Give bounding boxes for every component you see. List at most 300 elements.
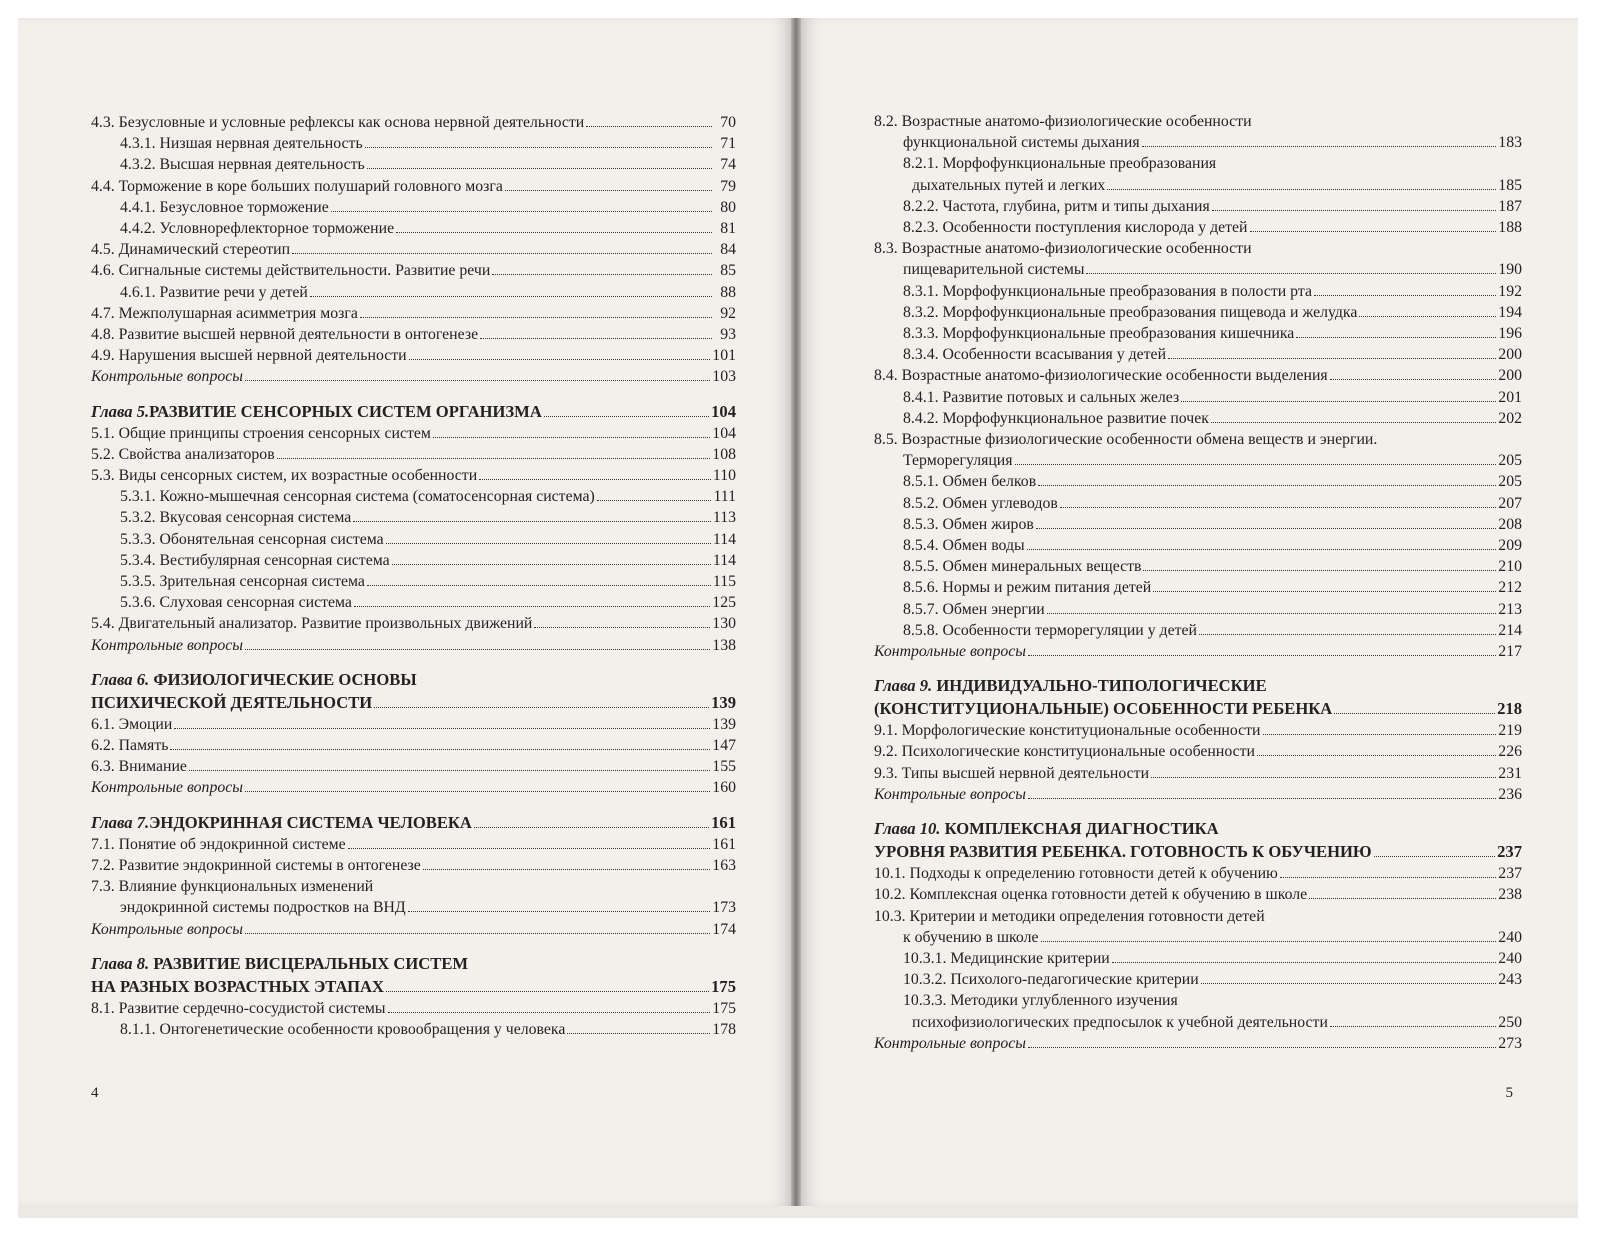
page-ref: 237 — [1497, 842, 1522, 862]
toc-entry-line — [874, 111, 1522, 132]
toc-entry-text: 10.3.3. Методики углубленного изучения — [903, 992, 1178, 1010]
dot-leader — [348, 848, 711, 849]
chapter-heading-line — [91, 668, 736, 691]
page-ref: 236 — [1498, 785, 1522, 803]
toc-entry-text: 8.3.4. Особенности всасывания у детей — [903, 346, 1167, 364]
toc-entry-text: 5.3.1. Кожно-мышечная сенсорная система (соматосенсорная система) — [120, 488, 595, 506]
toc-entry-line — [874, 238, 1522, 259]
right-page — [801, 18, 1578, 1206]
page-ref: 250 — [1498, 1013, 1522, 1031]
page-ref: 231 — [1498, 764, 1522, 782]
toc-entry — [874, 1012, 1522, 1033]
toc-entry — [874, 863, 1522, 884]
toc-entry-text: 7.1. Понятие об эндокринной системе — [91, 835, 346, 853]
chapter-title: УРОВНЯ РАЗВИТИЯ РЕБЕНКА. ГОТОВНОСТЬ К ОБУЧЕНИЮ — [874, 842, 1372, 862]
dot-leader — [1250, 231, 1497, 232]
toc-entry-text: 8.2.3. Особенности поступления кислорода у детей — [903, 219, 1248, 237]
toc-entry-text: 9.3. Типы высшей нервной деятельности — [874, 764, 1150, 782]
page-ref: 174 — [712, 920, 736, 938]
dot-leader — [1330, 379, 1497, 380]
toc-entry-text: 8.4. Возрастные анатомо-физиологические особенности выделения — [874, 367, 1328, 385]
toc-entry-text: эндокринной системы подростков на ВНД — [120, 899, 406, 917]
dot-leader — [386, 991, 709, 992]
page-ref: 74 — [720, 156, 736, 174]
toc-entry — [874, 450, 1522, 471]
toc-entry — [91, 260, 736, 281]
chapter-heading-line — [91, 975, 736, 998]
dot-leader — [1086, 273, 1496, 274]
dot-leader — [353, 521, 711, 522]
dot-leader — [1201, 983, 1497, 984]
toc-entry-text: 9.1. Морфологические конституциональные особенности — [874, 722, 1261, 740]
toc-entry — [874, 556, 1522, 577]
dot-leader — [174, 728, 710, 729]
page-ref: 161 — [711, 812, 736, 832]
dot-leader — [360, 317, 712, 318]
toc-entry — [91, 197, 736, 218]
page-ref: 125 — [712, 594, 736, 612]
page-ref: 238 — [1498, 886, 1522, 904]
page-ref: 209 — [1498, 537, 1522, 555]
toc-entry — [874, 281, 1522, 302]
toc-entry — [91, 324, 736, 345]
dot-leader — [392, 564, 711, 565]
toc-entry — [874, 217, 1522, 238]
book-spread — [18, 18, 1578, 1218]
chapter-label: Глава 8. — [91, 953, 150, 973]
page-ref: 207 — [1498, 494, 1522, 512]
dot-leader — [1060, 507, 1496, 508]
dot-leader — [189, 770, 710, 771]
chapter-heading — [91, 952, 736, 998]
book-gutter — [791, 18, 801, 1206]
toc-entry — [874, 620, 1522, 641]
dot-leader — [367, 585, 711, 586]
page-ref: 205 — [1498, 473, 1522, 491]
toc-entry — [874, 344, 1522, 365]
review-questions-entry — [91, 919, 736, 940]
dot-leader — [544, 416, 709, 417]
toc-entry — [91, 486, 736, 507]
page-ref: 208 — [1498, 515, 1522, 533]
page-number-left: 4 — [91, 1085, 99, 1101]
toc-entry-text: 8.5.2. Обмен углеводов — [903, 494, 1058, 512]
page-ref: 161 — [712, 835, 736, 853]
chapter-label: Глава 9. — [874, 676, 933, 696]
review-questions-entry — [874, 641, 1522, 662]
toc-entry-text: 8.5.6. Нормы и режим питания детей — [903, 579, 1152, 597]
toc-entry-text: 10.2. Комплексная оценка готовности детей к обучению в школе — [874, 886, 1308, 904]
toc-entry — [874, 302, 1522, 323]
toc-entry-text: 4.8. Развитие высшей нервной деятельности в онтогенезе — [91, 326, 479, 344]
toc-entry-text: 8.5.5. Обмен минеральных веществ — [903, 558, 1142, 576]
chapter-title: НА РАЗНЫХ ВОЗРАСТНЫХ ЭТАПАХ — [91, 976, 384, 996]
dot-leader — [374, 707, 709, 708]
review-questions-entry — [874, 784, 1522, 805]
toc-entry — [91, 1019, 736, 1040]
review-questions-label: Контрольные вопросы — [874, 785, 1026, 803]
page-ref: 104 — [712, 424, 736, 442]
toc-entry-text: 4.3.1. Низшая нервная деятельность — [120, 135, 363, 153]
chapter-title: РАЗВИТИЕ ВИСЦЕРАЛЬНЫХ СИСТЕМ — [153, 953, 469, 973]
page-ref: 103 — [712, 368, 736, 386]
chapter-heading-line — [91, 691, 736, 714]
toc-entry-text: 4.4.2. Условнорефлекторное торможение — [120, 220, 395, 238]
chapter-label: Глава 5. — [91, 401, 150, 421]
dot-leader — [1168, 358, 1496, 359]
page-ref: 183 — [1498, 134, 1522, 152]
page-ref: 147 — [712, 737, 736, 755]
toc-entry-text: 8.2.2. Частота, глубина, ритм и типы дыхания — [903, 197, 1210, 215]
toc-entry — [874, 535, 1522, 556]
dot-leader — [409, 359, 711, 360]
page-ref: 192 — [1498, 282, 1522, 300]
page-ref: 81 — [720, 220, 736, 238]
chapter-heading-line — [874, 840, 1522, 863]
toc-entry-text: 8.5.4. Обмен воды — [903, 537, 1025, 555]
dot-leader — [245, 791, 710, 792]
dot-leader — [365, 147, 712, 148]
toc-entry — [91, 735, 736, 756]
dot-leader — [1280, 877, 1496, 878]
page-ref: 240 — [1498, 949, 1522, 967]
toc-entry-text: 5.4. Двигательный анализатор. Развитие произвольных движений — [91, 615, 533, 633]
review-questions-label: Контрольные вопросы — [91, 636, 243, 654]
chapter-title: ЭНДОКРИННАЯ СИСТЕМА ЧЕЛОВЕКА — [149, 812, 472, 832]
toc-entry — [91, 571, 736, 592]
dot-leader — [388, 1012, 711, 1013]
toc-entry-text: 5.3.3. Обонятельная сенсорная система — [120, 530, 384, 548]
toc-entry-text: 5.3.4. Вестибулярная сенсорная система — [120, 551, 390, 569]
dot-leader — [1309, 898, 1496, 899]
dot-leader — [1374, 856, 1496, 857]
toc-entry — [874, 471, 1522, 492]
dot-leader — [1151, 777, 1496, 778]
dot-leader — [433, 437, 710, 438]
dot-leader — [1330, 1026, 1496, 1027]
dot-leader — [1153, 591, 1496, 592]
page-ref: 101 — [712, 347, 736, 365]
toc-entry-text: пищеварительной системы — [903, 261, 1085, 279]
chapter-heading — [91, 668, 736, 714]
page-ref: 210 — [1498, 558, 1522, 576]
toc-entry-text: 8.5.3. Обмен жиров — [903, 515, 1034, 533]
page-ref: 115 — [712, 573, 736, 591]
dot-leader — [1181, 401, 1496, 402]
toc-entry-line — [874, 429, 1522, 450]
toc-entry — [91, 756, 736, 777]
toc-entry-text: 4.3.2. Высшая нервная деятельность — [120, 156, 365, 174]
toc-entry — [91, 423, 736, 444]
page-ref: 219 — [1498, 722, 1522, 740]
dot-leader — [474, 827, 709, 828]
toc-entry-line — [874, 153, 1522, 174]
toc-entry — [91, 239, 736, 260]
toc-entry — [91, 112, 736, 133]
toc-entry-text: 5.3.6. Слуховая сенсорная система — [120, 594, 352, 612]
toc-entry-text: 8.5.7. Обмен энергии — [903, 600, 1045, 618]
page-ref: 139 — [712, 715, 736, 733]
chapter-heading — [874, 817, 1522, 863]
dot-leader — [1015, 464, 1497, 465]
dot-leader — [1199, 634, 1496, 635]
toc-entry — [874, 365, 1522, 386]
dot-leader — [396, 232, 712, 233]
toc-entry-text: дыхательных путей и легких — [912, 176, 1106, 194]
page-ref: 113 — [712, 509, 736, 527]
toc-entry — [91, 714, 736, 735]
chapter-heading-line — [91, 952, 736, 975]
toc-entry-text: 5.3.2. Вкусовая сенсорная система — [120, 509, 352, 527]
dot-leader — [480, 338, 712, 339]
dot-leader — [386, 543, 711, 544]
dot-leader — [292, 253, 712, 254]
toc-left — [91, 112, 736, 1040]
toc-entry-text: 9.2. Психологические конституциональные особенности — [874, 743, 1255, 761]
chapter-title: КОМПЛЕКСНАЯ ДИАГНОСТИКА — [944, 819, 1219, 839]
toc-entry-text: 5.2. Свойства анализаторов — [91, 445, 275, 463]
chapter-heading-line — [91, 400, 736, 423]
page-ref: 173 — [712, 899, 736, 917]
toc-right — [874, 111, 1522, 1054]
toc-entry — [874, 763, 1522, 784]
toc-entry-text: 4.4. Торможение в коре больших полушарий головного мозга — [91, 177, 503, 195]
page-ref: 194 — [1498, 303, 1522, 321]
toc-entry-text: 10.1. Подходы к определению готовности детей к обучению — [874, 865, 1278, 883]
toc-entry-line — [874, 906, 1522, 927]
review-questions-entry — [91, 366, 736, 387]
chapter-title: РАЗВИТИЕ СЕНСОРНЫХ СИСТЕМ ОРГАНИЗМА — [149, 401, 542, 421]
page-ref: 218 — [1497, 699, 1522, 719]
toc-entry — [91, 218, 736, 239]
toc-entry-text: 6.2. Память — [91, 737, 169, 755]
toc-entry-text: 5.3.5. Зрительная сенсорная система — [120, 573, 365, 591]
dot-leader — [1028, 1047, 1496, 1048]
page-ref: 200 — [1498, 346, 1522, 364]
toc-entry — [874, 132, 1522, 153]
chapter-title: ПСИХИЧЕСКОЙ ДЕЯТЕЛЬНОСТИ — [91, 692, 373, 712]
page-ref: 88 — [720, 283, 736, 301]
toc-entry — [874, 493, 1522, 514]
toc-entry-text: 8.3.3. Морфофункциональные преобразования кишечника — [903, 325, 1295, 343]
toc-entry-text: 10.3.2. Психолого-педагогические критерии — [903, 971, 1199, 989]
page-number-right: 5 — [1505, 1085, 1513, 1101]
page-ref: 187 — [1498, 197, 1522, 215]
dot-leader — [492, 274, 712, 275]
dot-leader — [1142, 146, 1497, 147]
toc-entry-text: 7.2. Развитие эндокринной системы в онтогенезе — [91, 856, 421, 874]
dot-leader — [586, 126, 712, 127]
review-questions-entry — [91, 635, 736, 656]
toc-entry-text: 8.5.8. Особенности терморегуляции у детей — [903, 621, 1197, 639]
review-questions-label: Контрольные вопросы — [874, 643, 1026, 661]
dot-leader — [534, 627, 710, 628]
toc-entry — [91, 444, 736, 465]
page-ref: 163 — [712, 856, 736, 874]
page-ref: 175 — [711, 976, 736, 996]
toc-entry-text: 6.3. Внимание — [91, 758, 187, 776]
toc-entry — [91, 303, 736, 324]
toc-entry-text: 4.6.1. Развитие речи у детей — [120, 283, 308, 301]
dot-leader — [245, 380, 710, 381]
toc-entry — [91, 550, 736, 571]
page-ref: 214 — [1498, 621, 1522, 639]
chapter-heading — [91, 400, 736, 423]
page-ref: 175 — [712, 999, 736, 1017]
toc-entry — [91, 507, 736, 528]
dot-leader — [1041, 941, 1497, 942]
toc-entry — [874, 741, 1522, 762]
toc-entry-text: 5.1. Общие принципы строения сенсорных систем — [91, 424, 431, 442]
toc-entry-text: 8.1. Развитие сердечно-сосудистой системы — [91, 999, 386, 1017]
dot-leader — [1028, 798, 1496, 799]
toc-entry — [874, 577, 1522, 598]
toc-entry-text: 7.3. Влияние функциональных изменений — [91, 878, 374, 896]
chapter-label: Глава 6. — [91, 669, 150, 689]
review-questions-label: Контрольные вопросы — [91, 368, 243, 386]
page-ref: 200 — [1498, 367, 1522, 385]
page-ref: 217 — [1498, 643, 1522, 661]
toc-entry-text: 8.5. Возрастные физиологические особенности обмена веществ и энергии. — [874, 431, 1378, 449]
dot-leader — [505, 190, 712, 191]
page-ref: 240 — [1498, 928, 1522, 946]
page-ref: 70 — [720, 114, 736, 131]
toc-entry — [874, 969, 1522, 990]
dot-leader — [423, 869, 710, 870]
dot-leader — [245, 933, 710, 934]
toc-entry — [91, 465, 736, 486]
review-questions-label: Контрольные вопросы — [874, 1034, 1026, 1052]
toc-entry-text: 4.6. Сигнальные системы действительности. Развитие речи — [91, 262, 491, 280]
toc-entry-text: 8.3.1. Морфофункциональные преобразования в полости рта — [903, 282, 1312, 300]
dot-leader — [408, 911, 711, 912]
page-ref: 190 — [1498, 261, 1522, 279]
toc-entry — [91, 834, 736, 855]
toc-entry-text: 4.9. Нарушения высшей нервной деятельности — [91, 347, 407, 365]
toc-entry — [874, 387, 1522, 408]
dot-leader — [1036, 528, 1496, 529]
page-ref: 212 — [1498, 579, 1522, 597]
toc-entry — [874, 514, 1522, 535]
chapter-heading-line — [874, 674, 1522, 697]
dot-leader — [277, 458, 711, 459]
dot-leader — [245, 649, 710, 650]
toc-entry — [91, 998, 736, 1019]
page-ref: 155 — [712, 758, 736, 776]
toc-entry — [874, 196, 1522, 217]
toc-entry — [91, 529, 736, 550]
chapter-title: ФИЗИОЛОГИЧЕСКИЕ ОСНОВЫ — [153, 669, 417, 689]
toc-entry — [91, 592, 736, 613]
review-questions-label: Контрольные вопросы — [91, 920, 243, 938]
toc-entry — [91, 897, 736, 918]
chapter-heading-line — [874, 817, 1522, 840]
toc-entry-text: 10.3. Критерии и методики определения готовности детей — [874, 907, 1265, 925]
dot-leader — [1359, 316, 1496, 317]
toc-entry-text: к обучению в школе — [903, 928, 1039, 946]
toc-entry — [91, 176, 736, 197]
page-ref: 201 — [1498, 388, 1522, 406]
toc-entry-text: 8.3.2. Морфофункциональные преобразования пищевода и желудка — [903, 303, 1358, 321]
dot-leader — [310, 296, 712, 297]
toc-entry — [874, 884, 1522, 905]
page-ref: 80 — [720, 198, 736, 216]
page-ref: 213 — [1498, 600, 1522, 618]
toc-entry — [874, 408, 1522, 429]
chapter-title: ИНДИВИДУАЛЬНО-ТИПОЛОГИЧЕСКИЕ — [936, 676, 1267, 696]
dot-leader — [1047, 613, 1497, 614]
page-ref: 114 — [712, 551, 736, 569]
toc-entry-text: функциональной системы дыхания — [903, 134, 1140, 152]
page-ref: 130 — [712, 615, 736, 633]
dot-leader — [1314, 295, 1496, 296]
chapter-heading — [91, 811, 736, 834]
toc-entry-text: 8.5.1. Обмен белков — [903, 473, 1037, 491]
toc-entry-line — [91, 876, 736, 897]
dot-leader — [1038, 485, 1496, 486]
chapter-title: (КОНСТИТУЦИОНАЛЬНЫЕ) ОСОБЕННОСТИ РЕБЕНКА — [874, 699, 1333, 719]
toc-entry — [91, 133, 736, 154]
page-ref: 243 — [1498, 971, 1522, 989]
dot-leader — [1263, 734, 1497, 735]
toc-entry-text: 5.3. Виды сенсорных систем, их возрастные особенности — [91, 467, 478, 485]
toc-entry-text: 6.1. Эмоции — [91, 715, 173, 733]
dot-leader — [567, 1033, 710, 1034]
chapter-heading-line — [91, 811, 736, 834]
toc-entry-text: 8.1.1. Онтогенетические особенности кровообращения у человека — [120, 1020, 566, 1038]
toc-entry-text: 4.4.1. Безусловное торможение — [120, 198, 329, 216]
page-ref: 139 — [711, 692, 736, 712]
toc-entry-text: психофизиологических предпосылок к учебной деятельности — [912, 1013, 1328, 1031]
toc-entry — [874, 323, 1522, 344]
review-questions-entry — [874, 1033, 1522, 1054]
toc-entry-text: 8.3. Возрастные анатомо-физиологические особенности — [874, 240, 1252, 258]
page-ref: 178 — [712, 1020, 736, 1038]
toc-entry — [91, 345, 736, 366]
dot-leader — [1296, 337, 1496, 338]
toc-entry-text: 8.4.1. Развитие потовых и сальных желез — [903, 388, 1180, 406]
dot-leader — [1211, 422, 1496, 423]
toc-entry — [91, 282, 736, 303]
toc-entry — [874, 720, 1522, 741]
page-ref: 237 — [1498, 865, 1522, 883]
page-ref: 205 — [1498, 452, 1522, 470]
toc-entry — [874, 599, 1522, 620]
toc-entry — [874, 948, 1522, 969]
page-ref: 138 — [712, 636, 736, 654]
page-ref: 79 — [720, 177, 736, 195]
toc-entry-line — [874, 990, 1522, 1011]
dot-leader — [1107, 189, 1496, 190]
toc-entry — [874, 927, 1522, 948]
toc-entry-text: 8.2. Возрастные анатомо-физиологические особенности — [874, 113, 1252, 130]
page-ref: 92 — [720, 304, 736, 322]
toc-entry-text: Терморегуляция — [903, 452, 1013, 470]
toc-entry-text: 10.3.1. Медицинские критерии — [903, 949, 1110, 967]
toc-entry — [91, 613, 736, 634]
page-ref: 114 — [712, 530, 736, 548]
page-ref: 84 — [720, 241, 736, 259]
dot-leader — [170, 749, 710, 750]
dot-leader — [1112, 962, 1497, 963]
page-ref: 196 — [1498, 325, 1522, 343]
chapter-label: Глава 10. — [874, 819, 941, 839]
left-page — [18, 18, 791, 1206]
page-ref: 185 — [1498, 176, 1522, 194]
page-ref: 202 — [1498, 409, 1522, 427]
toc-entry-text: 4.3. Безусловные и условные рефлексы как основа нервной деятельности — [91, 114, 585, 131]
dot-leader — [331, 211, 712, 212]
